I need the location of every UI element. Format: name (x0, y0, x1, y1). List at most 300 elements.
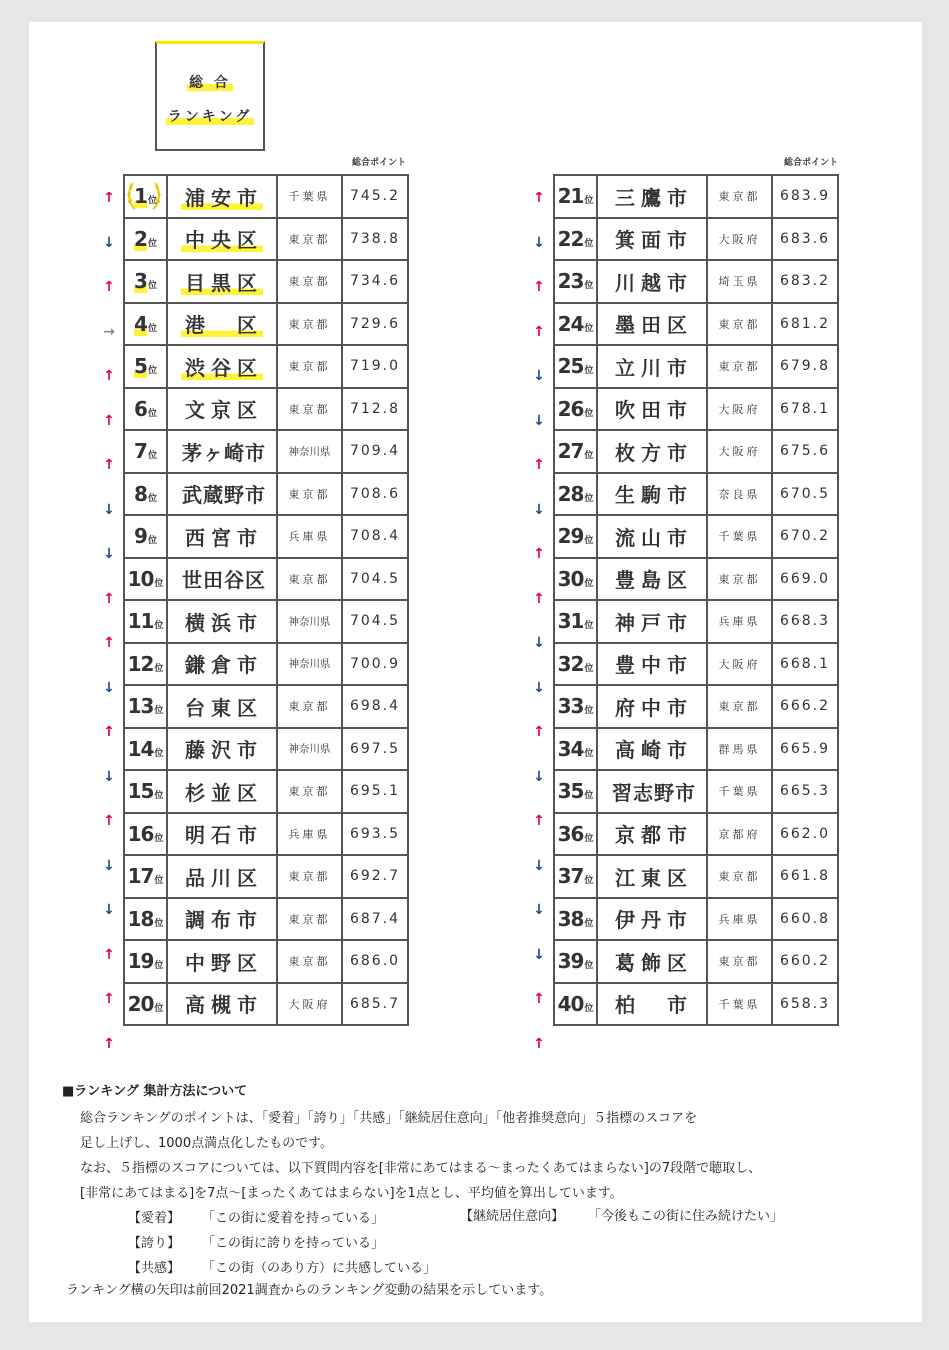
ranking-row (124, 813, 408, 856)
ranking-row (124, 218, 408, 261)
prefecture: 大阪府 (707, 643, 772, 686)
arrow-up-icon: ↑ (103, 813, 115, 829)
city-name: 江東区 (597, 855, 707, 898)
rank-value: 25 (557, 354, 584, 379)
arrow-up-icon: ↑ (533, 724, 545, 740)
total-score: 745.2 (342, 175, 408, 218)
prefecture: 千葉県 (707, 770, 772, 813)
city-name: 目黒区 (167, 260, 277, 303)
rank-value: 36 (557, 821, 584, 846)
prefecture: 兵庫県 (277, 813, 342, 856)
rank-suffix: 位 (584, 238, 594, 249)
prefecture: 東京都 (707, 685, 772, 728)
rank-number (124, 728, 167, 771)
city-name: 葛飾区 (597, 940, 707, 983)
column-label-right: 総合ポイント (784, 158, 839, 168)
ranking-row (124, 260, 408, 303)
ranking-row (554, 303, 838, 346)
ranking-row (554, 983, 838, 1026)
arrow-down-icon: ↓ (533, 679, 545, 696)
rank-value: 7 (134, 439, 147, 464)
arrow-up-icon: ↑ (103, 590, 115, 607)
total-score: 719.0 (342, 345, 408, 388)
prefecture: 大阪府 (707, 218, 772, 261)
ranking-row (124, 728, 408, 771)
prefecture: 兵庫県 (707, 600, 772, 643)
rank-suffix: 位 (584, 1003, 594, 1014)
rank-suffix: 位 (154, 876, 164, 887)
rank-value: 33 (557, 694, 584, 719)
rank-suffix: 位 (154, 621, 164, 632)
rank-value: 13 (127, 694, 154, 719)
rank-number (554, 260, 597, 303)
arrow-up-icon: ↑ (533, 546, 545, 562)
ranking-row (554, 770, 838, 813)
arrow-down-icon: ↓ (533, 768, 545, 785)
total-score: 712.8 (342, 388, 408, 431)
rank-number (124, 983, 167, 1026)
ranking-table-right (553, 174, 839, 1026)
q2-text: 「この街に誇りを持っている」 (202, 1236, 385, 1251)
total-score: 683.9 (772, 175, 838, 218)
rank-number (124, 175, 167, 218)
rank-value: 11 (127, 609, 154, 634)
prefecture: 東京都 (277, 388, 342, 431)
rank-number (554, 515, 597, 558)
rank-value: 31 (557, 609, 584, 634)
rank-value: 32 (557, 651, 584, 676)
total-score: 687.4 (342, 898, 408, 941)
rank-value: 27 (557, 439, 584, 464)
arrow-same-icon: → (103, 323, 115, 340)
rank-number (124, 643, 167, 686)
city-name: 武蔵野市 (167, 473, 277, 516)
total-score: 670.5 (772, 473, 838, 516)
rank-value: 18 (127, 906, 154, 931)
rank-number (124, 260, 167, 303)
total-score: 695.1 (342, 770, 408, 813)
rank-number (554, 303, 597, 346)
arrow-up-icon: ↑ (103, 457, 115, 473)
rank-suffix: 位 (147, 408, 157, 419)
total-score: 693.5 (342, 813, 408, 856)
prefecture: 千葉県 (277, 175, 342, 218)
rank-suffix: 位 (584, 451, 594, 462)
rank-value: 4 (134, 311, 147, 336)
city-name: 鎌倉市 (167, 643, 277, 686)
total-score: 662.0 (772, 813, 838, 856)
total-score: 670.2 (772, 515, 838, 558)
prefecture: 東京都 (277, 898, 342, 941)
total-score: 661.8 (772, 855, 838, 898)
total-score: 658.3 (772, 983, 838, 1026)
city-name: 中央区 (167, 218, 277, 261)
rank-suffix: 位 (147, 366, 157, 377)
rank-value: 1 (134, 184, 147, 209)
city-name: 杉並区 (167, 770, 277, 813)
prefecture: 東京都 (277, 218, 342, 261)
ranking-row (124, 643, 408, 686)
rank-value: 22 (557, 226, 584, 251)
prefecture: 大阪府 (707, 388, 772, 431)
city-name: 豊中市 (597, 643, 707, 686)
prefecture: 東京都 (707, 345, 772, 388)
rank-value: 40 (557, 991, 584, 1016)
prefecture: 東京都 (277, 855, 342, 898)
rank-number (554, 600, 597, 643)
city-name: 明石市 (167, 813, 277, 856)
ranking-row (554, 388, 838, 431)
rank-suffix: 位 (584, 663, 594, 674)
rank-value: 14 (127, 736, 154, 761)
ranking-row (124, 430, 408, 473)
arrow-down-icon: ↓ (103, 234, 115, 251)
rank-suffix: 位 (584, 408, 594, 419)
total-score: 665.9 (772, 728, 838, 771)
rank-value: 2 (134, 226, 147, 251)
ranking-row (124, 473, 408, 516)
trend-arrows-left (100, 176, 118, 1066)
rank-number (124, 600, 167, 643)
arrow-up-icon: ↑ (533, 323, 545, 340)
rank-suffix: 位 (154, 748, 164, 759)
rank-number (554, 388, 597, 431)
prefecture: 東京都 (277, 473, 342, 516)
rank-number (124, 473, 167, 516)
arrow-up-icon: ↑ (103, 279, 115, 295)
arrow-down-icon: ↓ (533, 635, 545, 651)
rank-number (124, 218, 167, 261)
arrow-up-icon: ↑ (533, 457, 545, 473)
total-score: 683.2 (772, 260, 838, 303)
rank-number (554, 218, 597, 261)
prefecture: 東京都 (277, 940, 342, 983)
total-score: 686.0 (342, 940, 408, 983)
q3-text: 「この街（のあり方）に共感している」 (202, 1261, 437, 1276)
ranking-row (554, 940, 838, 983)
city-name: 三鷹市 (597, 175, 707, 218)
arrow-down-icon: ↓ (103, 501, 115, 518)
rank-number (124, 685, 167, 728)
rank-suffix: 位 (147, 536, 157, 547)
ranking-row (554, 430, 838, 473)
city-name: 茅ヶ崎市 (167, 430, 277, 473)
arrow-down-icon: ↓ (533, 857, 545, 874)
rank-number (554, 430, 597, 473)
ranking-row (124, 345, 408, 388)
rank-suffix: 位 (584, 323, 594, 334)
city-name: 西宮市 (167, 515, 277, 558)
city-name: 立川市 (597, 345, 707, 388)
rank-number (124, 855, 167, 898)
rank-suffix: 位 (147, 493, 157, 504)
rank-suffix: 位 (584, 706, 594, 717)
rank-value: 29 (557, 524, 584, 549)
rank-number (554, 728, 597, 771)
title-line-2: ランキング (167, 109, 253, 125)
q2-label: 【誇り】 (128, 1236, 181, 1251)
total-score: 729.6 (342, 303, 408, 346)
notes-line-2: 足し上げし、1000点満点化したものです。 (80, 1136, 334, 1151)
total-score: 660.8 (772, 898, 838, 941)
rank-value: 9 (134, 524, 147, 549)
prefecture: 千葉県 (707, 983, 772, 1026)
q1-label: 【愛着】 (128, 1211, 181, 1226)
rank-suffix: 位 (584, 493, 594, 504)
city-name: 伊丹市 (597, 898, 707, 941)
ranking-row (124, 855, 408, 898)
arrow-up-icon: ↑ (103, 190, 115, 206)
notes-line-1: 総合ランキングのポイントは、「愛着」「誇り」「共感」「継続居住意向」「他者推奨意向」５指標のスコアを (80, 1111, 698, 1126)
ranking-row (554, 345, 838, 388)
arrow-down-icon: ↓ (103, 768, 115, 785)
notes-heading: ■ランキング 集計方法について (62, 1084, 248, 1099)
city-name: 横浜市 (167, 600, 277, 643)
rank-suffix: 位 (584, 281, 594, 292)
total-score: 700.9 (342, 643, 408, 686)
city-name: 港 区 (167, 303, 277, 346)
total-score: 734.6 (342, 260, 408, 303)
rank-suffix: 位 (584, 876, 594, 887)
arrow-up-icon: ↑ (533, 190, 545, 206)
city-name: 生駒市 (597, 473, 707, 516)
rank-value: 17 (127, 864, 154, 889)
prefecture: 東京都 (707, 855, 772, 898)
ranking-row (554, 643, 838, 686)
arrow-up-icon: ↑ (533, 991, 545, 1007)
city-name: 川越市 (597, 260, 707, 303)
total-score: 704.5 (342, 558, 408, 601)
city-name: 吹田市 (597, 388, 707, 431)
total-score: 666.2 (772, 685, 838, 728)
rank-suffix: 位 (584, 833, 594, 844)
ranking-row (554, 558, 838, 601)
arrow-up-icon: ↑ (103, 1035, 115, 1052)
rank-suffix: 位 (147, 238, 157, 249)
rank-value: 20 (127, 991, 154, 1016)
rank-suffix: 位 (584, 748, 594, 759)
ranking-row (554, 728, 838, 771)
total-score: 692.7 (342, 855, 408, 898)
rank-value: 35 (557, 779, 584, 804)
prefecture: 群馬県 (707, 728, 772, 771)
rank-number (124, 940, 167, 983)
rank-value: 38 (557, 906, 584, 931)
arrow-down-icon: ↓ (533, 412, 545, 429)
prefecture: 神奈川県 (277, 430, 342, 473)
q4-label: 【継続居住意向】 (460, 1209, 565, 1224)
rank-value: 28 (557, 481, 584, 506)
rank-suffix: 位 (154, 706, 164, 717)
city-name: 品川区 (167, 855, 277, 898)
rank-number (124, 515, 167, 558)
arrow-up-icon: ↑ (103, 635, 115, 651)
ranking-row (124, 388, 408, 431)
notes-line-3: なお、５指標のスコアについては、以下質問内容を[非常にあてはまる〜まったくあてはまらない]の7段階で聴取し、 (80, 1161, 762, 1176)
ranking-row (554, 855, 838, 898)
notes-line-4: [非常にあてはまる]を7点〜[まったくあてはまらない]を1点とし、平均値を算出しています。 (80, 1186, 623, 1201)
city-name: 渋谷区 (167, 345, 277, 388)
city-name: 文京区 (167, 388, 277, 431)
city-name: 京都市 (597, 813, 707, 856)
rank-value: 6 (134, 396, 147, 421)
rank-number (124, 388, 167, 431)
arrow-down-icon: ↓ (533, 234, 545, 251)
ranking-row (554, 218, 838, 261)
city-name: 浦安市 (167, 175, 277, 218)
arrow-up-icon: ↑ (533, 813, 545, 829)
rank-value: 21 (557, 184, 584, 209)
rank-number (554, 345, 597, 388)
city-name: 箕面市 (597, 218, 707, 261)
ranking-row (554, 515, 838, 558)
arrow-up-icon: ↑ (103, 412, 115, 429)
rank-value: 19 (127, 949, 154, 974)
rank-suffix: 位 (147, 196, 157, 207)
rank-number (124, 345, 167, 388)
city-name: 神戸市 (597, 600, 707, 643)
rank-number (554, 643, 597, 686)
prefecture: 東京都 (707, 175, 772, 218)
rank-value: 8 (134, 481, 147, 506)
rank-suffix: 位 (147, 281, 157, 292)
ranking-row (554, 685, 838, 728)
prefecture: 神奈川県 (277, 643, 342, 686)
arrow-down-icon: ↓ (103, 546, 115, 562)
prefecture: 千葉県 (707, 515, 772, 558)
rank-number (554, 898, 597, 941)
total-score: 665.3 (772, 770, 838, 813)
total-score: 698.4 (342, 685, 408, 728)
city-name: 府中市 (597, 685, 707, 728)
ranking-row (124, 600, 408, 643)
rank-suffix: 位 (147, 323, 157, 334)
city-name: 調布市 (167, 898, 277, 941)
rank-suffix: 位 (147, 451, 157, 462)
prefecture: 奈良県 (707, 473, 772, 516)
rank-number (554, 813, 597, 856)
total-score: 669.0 (772, 558, 838, 601)
rank-value: 15 (127, 779, 154, 804)
ranking-row (124, 983, 408, 1026)
ranking-row (124, 770, 408, 813)
rank-suffix: 位 (584, 961, 594, 972)
rank-suffix: 位 (154, 578, 164, 589)
ranking-table-left (123, 174, 409, 1026)
rank-value: 23 (557, 269, 584, 294)
arrow-down-icon: ↓ (533, 501, 545, 518)
rank-number (554, 770, 597, 813)
rank-value: 39 (557, 949, 584, 974)
rank-suffix: 位 (584, 536, 594, 547)
city-name: 高崎市 (597, 728, 707, 771)
ranking-row (124, 940, 408, 983)
rank-number (124, 813, 167, 856)
total-score: 708.4 (342, 515, 408, 558)
arrow-down-icon: ↓ (103, 679, 115, 696)
city-name: 枚方市 (597, 430, 707, 473)
rank-suffix: 位 (584, 578, 594, 589)
total-score: 738.8 (342, 218, 408, 261)
rank-number (124, 898, 167, 941)
title-box (155, 41, 265, 151)
rank-suffix: 位 (584, 196, 594, 207)
city-name: 世田谷区 (167, 558, 277, 601)
rank-value: 16 (127, 821, 154, 846)
rank-suffix: 位 (584, 918, 594, 929)
ranking-row (124, 685, 408, 728)
arrow-down-icon: ↓ (103, 857, 115, 874)
rank-suffix: 位 (154, 1003, 164, 1014)
prefecture: 東京都 (707, 558, 772, 601)
total-score: 678.1 (772, 388, 838, 431)
rank-suffix: 位 (154, 663, 164, 674)
ranking-row (124, 515, 408, 558)
prefecture: 東京都 (277, 558, 342, 601)
rank-number (554, 855, 597, 898)
rank-number (554, 473, 597, 516)
prefecture: 東京都 (277, 303, 342, 346)
total-score: 685.7 (342, 983, 408, 1026)
q3-label: 【共感】 (128, 1261, 181, 1276)
rank-number (124, 558, 167, 601)
q4-text: 「今後もこの街に住み続けたい」 (588, 1209, 784, 1224)
rank-value: 10 (127, 566, 154, 591)
rank-suffix: 位 (584, 791, 594, 802)
arrow-down-icon: ↓ (533, 902, 545, 918)
trend-arrows-right (530, 176, 548, 1066)
prefecture: 東京都 (277, 685, 342, 728)
column-label-left: 総合ポイント (352, 158, 407, 168)
rank-value: 24 (557, 311, 584, 336)
total-score: 660.2 (772, 940, 838, 983)
title-line-1: 総 合 (189, 75, 231, 91)
total-score: 683.6 (772, 218, 838, 261)
ranking-row (124, 898, 408, 941)
arrow-down-icon: ↓ (533, 946, 545, 963)
rank-value: 26 (557, 396, 584, 421)
city-name: 柏 市 (597, 983, 707, 1026)
total-score: 681.2 (772, 303, 838, 346)
rank-value: 12 (127, 651, 154, 676)
notes-footer: ランキング横の矢印は前回2021調査からのランキング変動の結果を示しています。 (66, 1283, 553, 1298)
rank-suffix: 位 (154, 833, 164, 844)
rank-suffix: 位 (154, 791, 164, 802)
rank-number (124, 430, 167, 473)
total-score: 697.5 (342, 728, 408, 771)
rank-number (554, 983, 597, 1026)
rank-value: 3 (134, 269, 147, 294)
arrow-up-icon: ↑ (103, 368, 115, 384)
prefecture: 大阪府 (707, 430, 772, 473)
arrow-down-icon: ↓ (533, 368, 545, 384)
prefecture: 埼玉県 (707, 260, 772, 303)
city-name: 習志野市 (597, 770, 707, 813)
prefecture: 兵庫県 (277, 515, 342, 558)
prefecture: 東京都 (707, 940, 772, 983)
ranking-row (124, 303, 408, 346)
prefecture: 大阪府 (277, 983, 342, 1026)
ranking-row (554, 813, 838, 856)
arrow-up-icon: ↑ (103, 991, 115, 1007)
prefecture: 東京都 (277, 345, 342, 388)
prefecture: 東京都 (277, 260, 342, 303)
rank-suffix: 位 (154, 918, 164, 929)
prefecture: 東京都 (707, 303, 772, 346)
ranking-row (124, 175, 408, 218)
ranking-row (554, 260, 838, 303)
prefecture: 兵庫県 (707, 898, 772, 941)
